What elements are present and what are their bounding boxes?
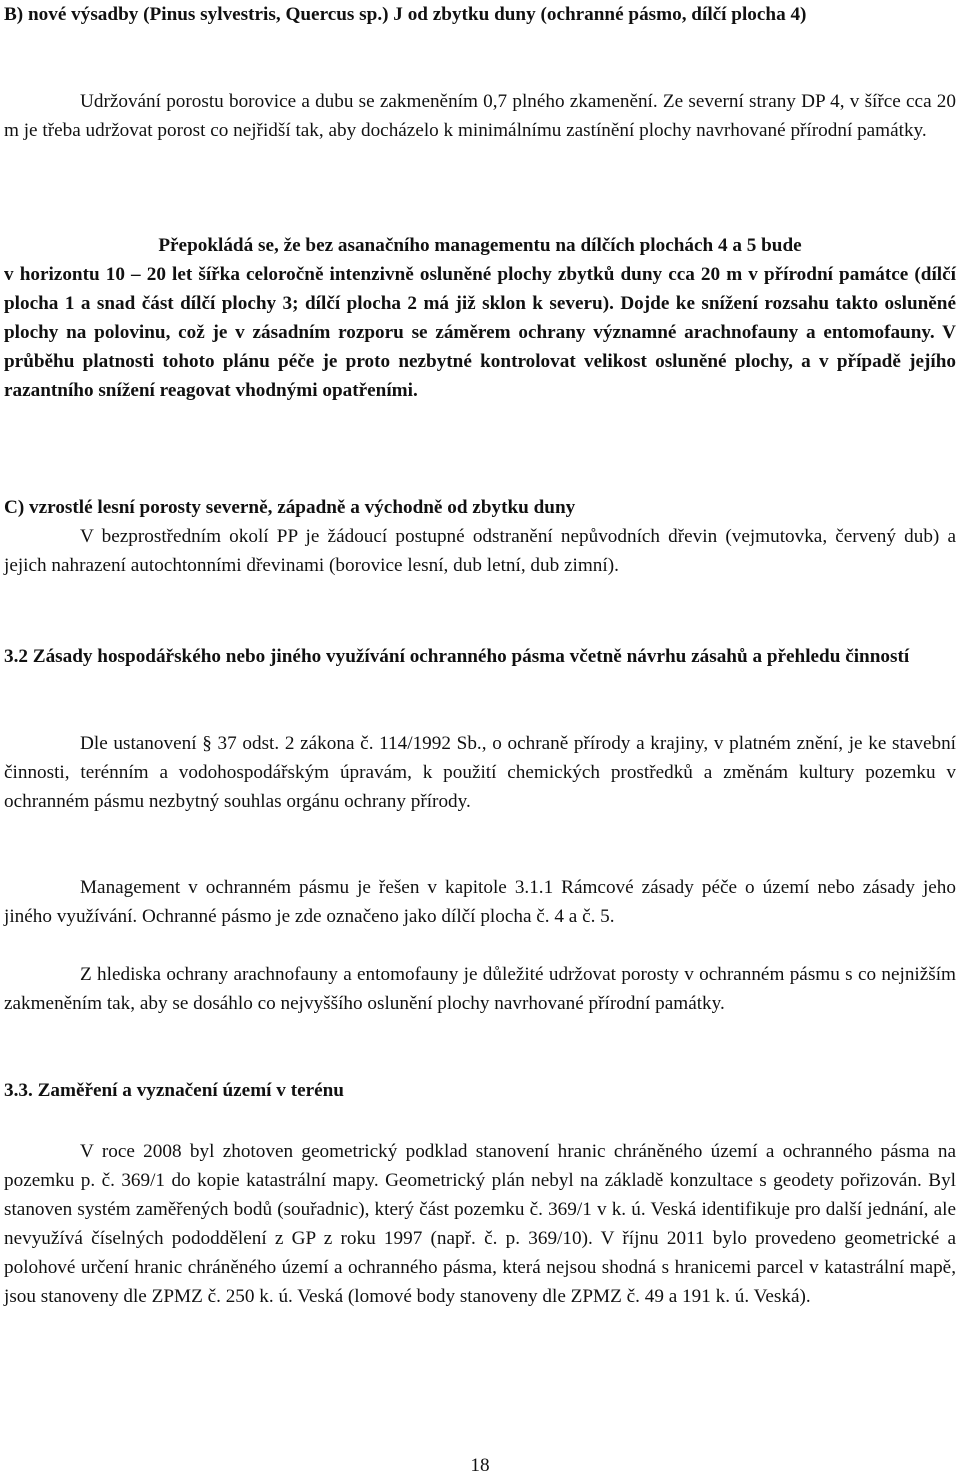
document-page bbox=[4, 0, 956, 1480]
bold-paragraph-body: v horizontu 10 – 20 let šířka celoročně intenzivně osluněné plochy zbytků duny cca 20 m v přírodní památce (dílčí plocha 1 a snad část dílčí plochy 3; dílčí plocha 2 má již sklon k severu). Dojde ke snížení rozsahu takto osluněné plochy na polovinu, což je v zásadním rozporu se záměrem ochrany významné arachnofauny a entomofauny. V průběhu platnosti tohoto plánu péče je proto nezbytné kontrolovat velikost osluněné plochy, a v případě jejího razantního snížení reagovat vhodnými opatřeními. bbox=[4, 264, 956, 401]
section-3-2-paragraph-1: Dle ustanovení § 37 odst. 2 zákona č. 114/1992 Sb., o ochraně přírody a krajiny, v platném znění, je ke stavební činnosti, terénním a vodohospodářským úpravám, k použití chemických prostředků a změnám kultury pozemku v ochranném pásmu nezbytný souhlas orgánu ochrany přírody. bbox=[4, 733, 956, 812]
section-b-heading: B) nové výsadby (Pinus sylvestris, Quercus sp.) J od zbytku duny (ochranné pásmo, dílčí plocha 4) bbox=[4, 4, 807, 25]
bold-paragraph-first-line: Přepokládá se, že bez asanačního managementu na dílčích plochách 4 a 5 bude bbox=[158, 235, 802, 256]
page-number: 18 bbox=[470, 1455, 490, 1476]
section-c-heading: C) vzrostlé lesní porosty severně, západně a východně od zbytku duny bbox=[4, 497, 576, 518]
section-3-3-heading: 3.3. Zaměření a vyznačení území v terénu bbox=[4, 1080, 344, 1101]
section-3-3-paragraph: V roce 2008 byl zhotoven geometrický podklad stanovení hranic chráněného území a ochranného pásma na pozemku p. č. 369/1 do kopie katastrální mapy. Geometrický plán nebyl na základě konzultace s geodety pořizován. Byl stanoven systém zaměřených bodů (souřadnic), který část pozemku č. 369/1 v k. ú. Veská identifikuje pro další jednání, ale nevyužívá číselných pododdělení z GP z roku 1997 (např. č. p. 369/10). V říjnu 2011 bylo provedeno geometrické a polohové určení hranic chráněného území a ochranného pásma, která nejsou shodná s hranicemi parcel v katastrální mapě, jsou stanoveny dle ZPMZ č. 250 k. ú. Veská (lomové body stanoveny dle ZPMZ č. 49 a 191 k. ú. Veská). bbox=[4, 1141, 956, 1307]
section-b-paragraph: Udržování porostu borovice a dubu se zakmeněním 0,7 plného zkamenění. Ze severní strany DP 4, v šířce cca 20 m je třeba udržovat porost co nejřidší tak, aby docházelo k minimálnímu zastínění plochy navrhované přírodní památky. bbox=[4, 91, 956, 141]
section-3-2-paragraph-3: Z hlediska ochrany arachnofauny a entomofauny je důležité udržovat porosty v ochranném pásmu s co nejnižším zakmeněním tak, aby se dosáhlo co nejvyššího oslunění plochy navrhované přírodní památky. bbox=[4, 964, 956, 1014]
section-3-2-paragraph-2: Management v ochranném pásmu je řešen v kapitole 3.1.1 Rámcové zásady péče o území nebo zásady jeho jiného využívání. Ochranné pásmo je zde označeno jako dílčí plocha č. 4 a č. 5. bbox=[4, 877, 956, 927]
section-3-2-heading: 3.2 Zásady hospodářského nebo jiného využívání ochranného pásma včetně návrhu zásahů a přehledu činností bbox=[4, 646, 910, 667]
section-c-paragraph: V bezprostředním okolí PP je žádoucí postupné odstranění nepůvodních dřevin (vejmutovka, červený dub) a jejich nahrazení autochtonními dřevinami (borovice lesní, dub letní, dub zimní). bbox=[4, 526, 956, 576]
